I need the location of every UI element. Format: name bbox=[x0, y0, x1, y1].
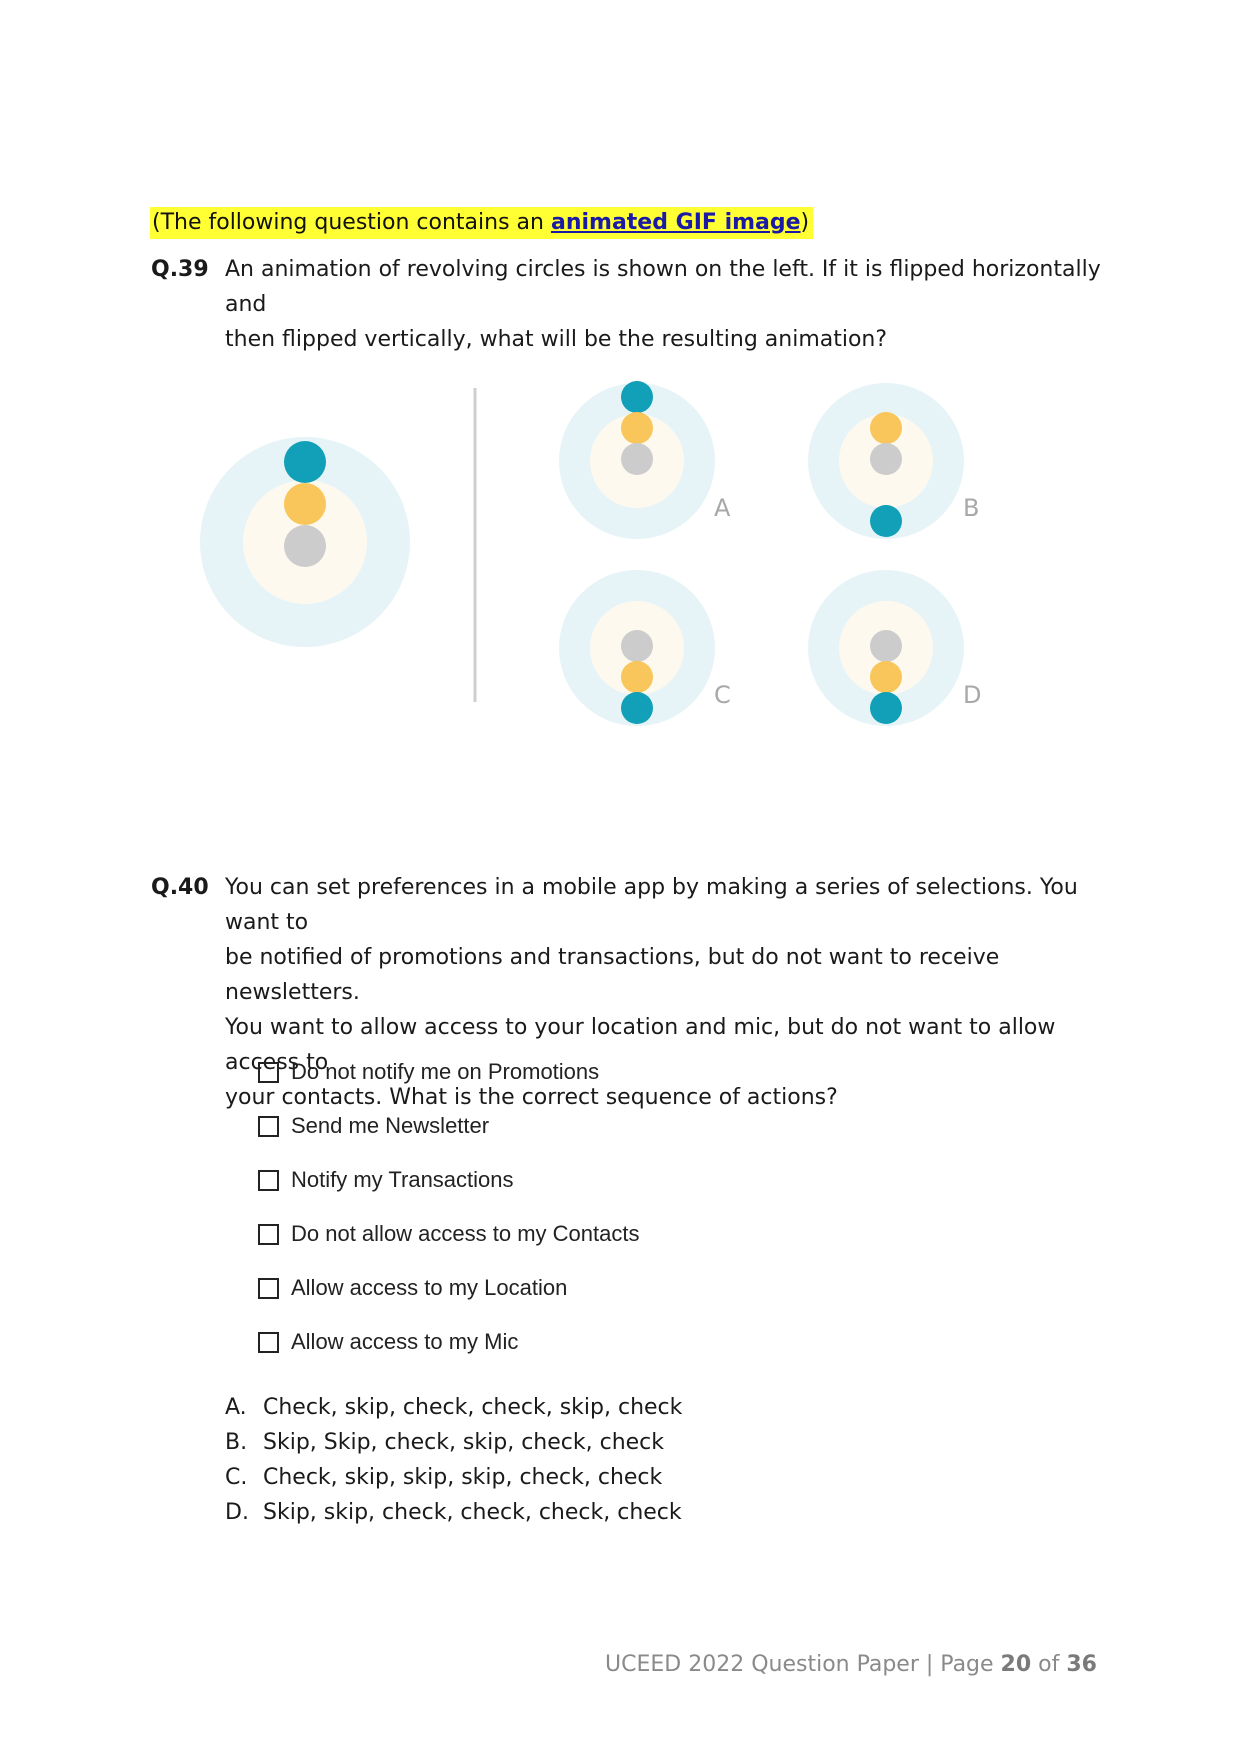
option-d-yellow-dot bbox=[870, 661, 902, 693]
location-checkbox[interactable] bbox=[258, 1278, 279, 1299]
question-39-line-2: then flipped vertically, what will be the resulting animation? bbox=[225, 327, 888, 352]
contacts-checkbox[interactable] bbox=[258, 1224, 279, 1245]
contacts-label: Do not allow access to my Contacts bbox=[291, 1221, 640, 1246]
source-yellow-dot bbox=[284, 483, 326, 525]
checklist-item-mic bbox=[258, 1315, 639, 1369]
answer-c-letter: C. bbox=[225, 1465, 248, 1490]
option-a-gray-dot bbox=[621, 443, 653, 475]
answer-option-b[interactable] bbox=[225, 1425, 682, 1460]
option-d-teal-dot bbox=[870, 692, 902, 724]
answer-a-letter: A. bbox=[225, 1395, 247, 1420]
transactions-checkbox[interactable] bbox=[258, 1170, 279, 1191]
transactions-label: Notify my Transactions bbox=[291, 1167, 514, 1192]
newsletter-checkbox[interactable] bbox=[258, 1116, 279, 1137]
answer-options bbox=[225, 1390, 682, 1530]
footer-prefix: UCEED 2022 Question Paper | Page bbox=[605, 1652, 1001, 1677]
mic-label: Allow access to my Mic bbox=[291, 1329, 519, 1354]
option-c-label: C bbox=[714, 681, 731, 709]
option-b-animation bbox=[808, 383, 979, 539]
option-c-yellow-dot bbox=[621, 661, 653, 693]
option-d-gray-dot bbox=[870, 630, 902, 662]
newsletter-label: Send me Newsletter bbox=[291, 1113, 490, 1138]
answer-d-letter: D. bbox=[225, 1500, 249, 1525]
question-40-line-3: You want to allow access to your location and mic, but do not want to allow access to bbox=[225, 1015, 1056, 1075]
checklist-item-transactions bbox=[258, 1153, 639, 1207]
answer-b-text: Skip, Skip, check, skip, check, check bbox=[263, 1430, 665, 1455]
option-b-gray-dot bbox=[870, 443, 902, 475]
revolving-circles-figure bbox=[0, 370, 1241, 750]
question-39-line-1: An animation of revolving circles is shown on the left. If it is flipped horizontally and bbox=[225, 257, 1101, 317]
answer-b-letter: B. bbox=[225, 1430, 248, 1455]
option-b-teal-dot bbox=[870, 505, 902, 537]
page-footer bbox=[605, 1652, 1097, 1677]
option-d-label: D bbox=[963, 681, 982, 709]
option-a-label: A bbox=[714, 494, 731, 522]
question-40-line-1: You can set preferences in a mobile app by making a series of selections. You want to bbox=[225, 875, 1078, 935]
notice-prefix: (The following question contains an bbox=[152, 210, 551, 235]
answer-d-text: Skip, skip, check, check, check, check bbox=[263, 1500, 682, 1525]
option-a-animation bbox=[559, 381, 731, 539]
source-animation bbox=[200, 437, 410, 647]
answer-a-text: Check, skip, check, check, skip, check bbox=[263, 1395, 683, 1420]
option-b-yellow-dot bbox=[870, 412, 902, 444]
option-c-animation bbox=[559, 570, 731, 726]
gif-notice bbox=[150, 207, 813, 239]
animated-gif-link[interactable]: animated GIF image bbox=[550, 210, 801, 235]
answer-option-a[interactable] bbox=[225, 1390, 682, 1425]
checklist-item-contacts bbox=[258, 1207, 639, 1261]
checklist-item-newsletter bbox=[258, 1099, 639, 1153]
footer-total-pages: 36 bbox=[1066, 1652, 1097, 1677]
option-d-animation bbox=[808, 570, 981, 726]
question-39-number: Q.39 bbox=[151, 257, 209, 282]
mic-checkbox[interactable] bbox=[258, 1332, 279, 1353]
notice-suffix: ) bbox=[800, 210, 810, 235]
option-c-gray-dot bbox=[621, 630, 653, 662]
question-40-line-2: be notified of promotions and transactions, but do not want to receive newsletters. bbox=[225, 945, 1000, 1005]
option-b-label: B bbox=[963, 494, 980, 522]
question-40-line-4: your contacts. What is the correct sequence of actions? bbox=[225, 1085, 838, 1110]
checklist-item-promotions bbox=[258, 1045, 639, 1099]
answer-option-d[interactable] bbox=[225, 1495, 682, 1530]
checklist-item-location bbox=[258, 1261, 639, 1315]
promotions-checkbox[interactable] bbox=[258, 1062, 279, 1083]
source-teal-dot bbox=[284, 441, 326, 483]
question-39-text bbox=[225, 252, 1105, 357]
option-a-teal-dot bbox=[621, 381, 653, 413]
footer-page-number: 20 bbox=[1000, 1652, 1032, 1677]
location-label: Allow access to my Location bbox=[291, 1275, 568, 1300]
footer-of: of bbox=[1031, 1652, 1067, 1677]
promotions-label: Do not notify me on Promotions bbox=[291, 1059, 600, 1084]
question-40-number: Q.40 bbox=[151, 875, 209, 900]
source-gray-dot bbox=[284, 525, 326, 567]
preference-checklist bbox=[258, 1045, 639, 1369]
option-a-yellow-dot bbox=[621, 412, 653, 444]
option-c-teal-dot bbox=[621, 692, 653, 724]
answer-c-text: Check, skip, skip, skip, check, check bbox=[263, 1465, 663, 1490]
answer-option-c[interactable] bbox=[225, 1460, 682, 1495]
